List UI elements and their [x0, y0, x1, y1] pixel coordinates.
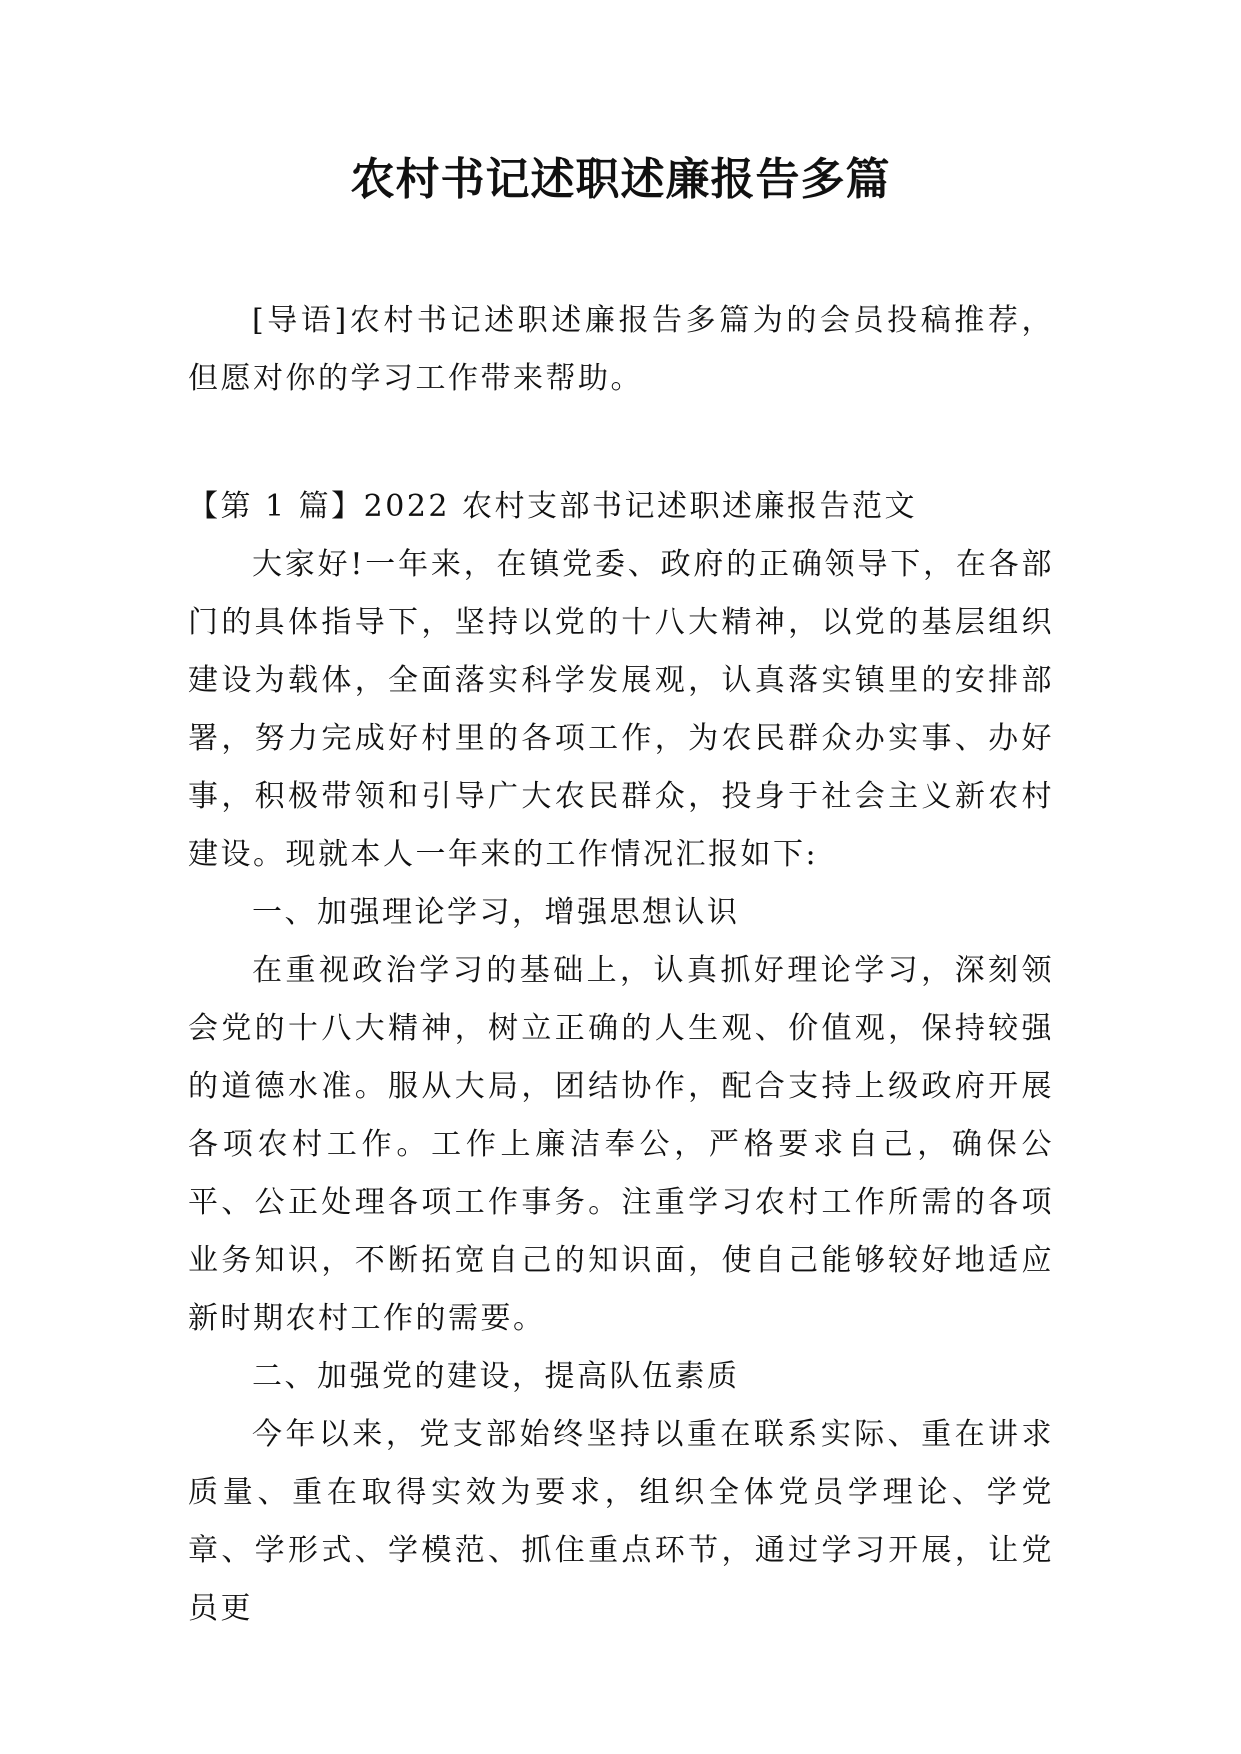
document-title: 农村书记述职述廉报告多篇: [350, 154, 891, 205]
section-heading: 【第 1 篇】2022 农村支部书记述职述廉报告范文: [188, 489, 918, 524]
body-paragraph-2: 在重视政治学习的基础上，认真抓好理论学习，深刻领会党的十八大精神，树立正确的人生观、价值观，保持较强的道德水准。服从大局，团结协作，配合支持上级政府开展各项农村工作。工作上廉洁奉公，严格要求自己，确保公平、公正处理各项工作事务。注重学习农村工作所需的各项业务知识，不断拓宽自己的知识面，使自己能够较好地适应新时期农村工作的需要。: [188, 953, 1054, 1336]
document-body: [188, 292, 1054, 1638]
subheading-2: 二、加强党的建设，提高队伍素质: [252, 1359, 740, 1394]
body-paragraph-3: 今年以来，党支部始终坚持以重在联系实际、重在讲求质量、重在取得实效为要求，组织全体党员学理论、学党章、学形式、学模范、抓住重点环节，通过学习开展，让党员更: [188, 1417, 1054, 1626]
spacer: [188, 408, 1054, 478]
subheading-1: 一、加强理论学习，增强思想认识: [252, 895, 740, 930]
body-paragraph-1: 大家好!一年来，在镇党委、政府的正确领导下，在各部门的具体指导下，坚持以党的十八大精神，以党的基层组织建设为载体，全面落实科学发展观，认真落实镇里的安排部署，努力完成好村里的各项工作，为农民群众办实事、办好事，积极带领和引导广大农民群众，投身于社会主义新农村建设。现就本人一年来的工作情况汇报如下:: [188, 547, 1054, 872]
intro-paragraph: [导语]农村书记述职述廉报告多篇为的会员投稿推荐，但愿对你的学习工作带来帮助。: [188, 303, 1054, 396]
